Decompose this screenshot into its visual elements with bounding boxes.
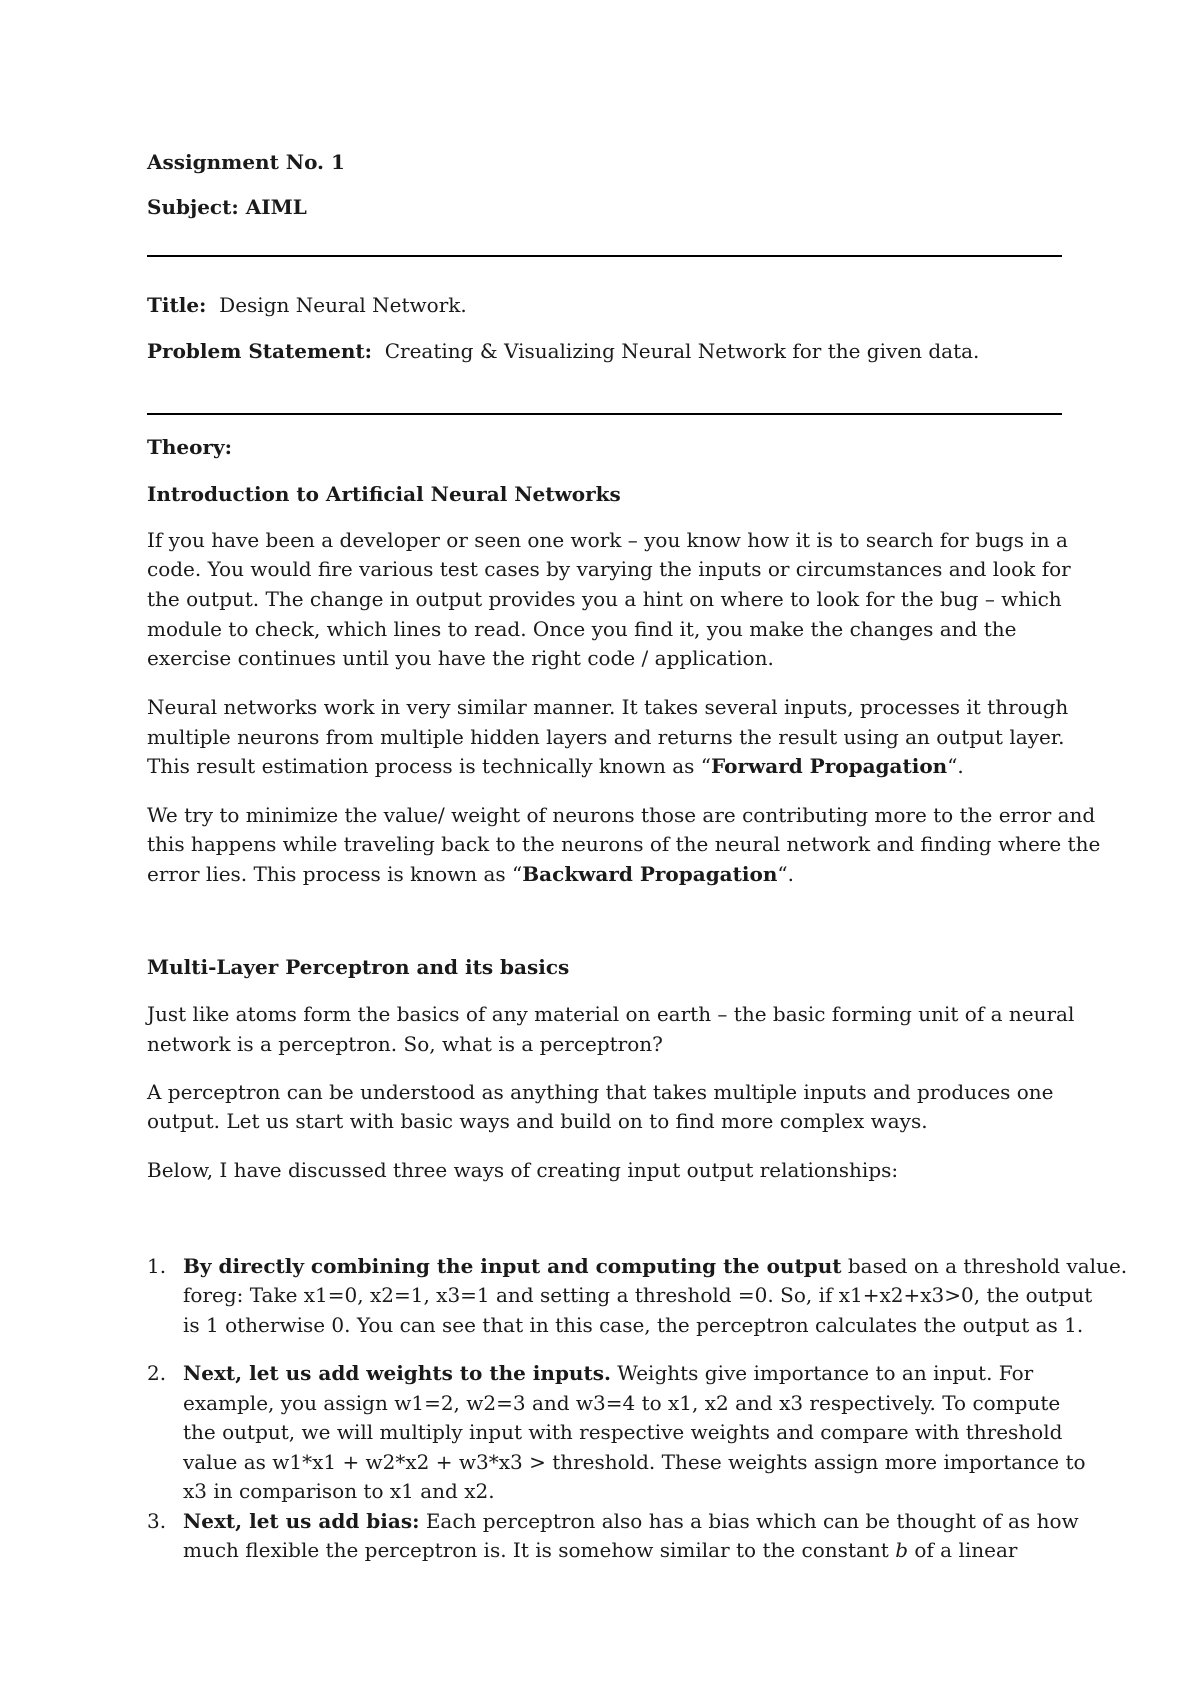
title-row [147, 295, 467, 315]
constant-b: b [895, 1538, 908, 1562]
list-item-bold: By directly combining the input and computing the output [183, 1254, 842, 1278]
paragraph-line: We try to minimize the value/ weight of neurons those are contributing more to the error and [147, 803, 1096, 827]
paragraph-line-forward [147, 756, 964, 776]
backward-pre: error lies. This process is known as “ [147, 862, 523, 886]
forward-post: “. [947, 754, 964, 778]
paragraph-line: output. Let us start with basic ways and build on to find more complex ways. [147, 1109, 928, 1133]
list-item-text: of a linear [908, 1538, 1018, 1562]
paragraph-line-backward [147, 864, 794, 884]
paragraph-line: the output. The change in output provides you a hint on where to look for the bug – which [147, 587, 1062, 611]
list-item-first-line [183, 1256, 1127, 1276]
list-item-bold: Next, let us add bias: [183, 1509, 420, 1533]
intro-heading: Introduction to Artificial Neural Networks [147, 482, 621, 506]
paragraph-line: network is a perceptron. So, what is a perceptron? [147, 1032, 663, 1056]
list-item-line: foreg: Take x1=0, x2=1, x3=1 and setting a threshold =0. So, if x1+x2+x3>0, the output [183, 1283, 1093, 1307]
title-value: Design Neural Network. [219, 293, 467, 317]
list-item-text: Weights give importance to an input. For [610, 1361, 1034, 1385]
list-item-line: value as w1*x1 + w2*x2 + w3*x3 > threshold. These weights assign more importance to [183, 1450, 1086, 1474]
theory-heading: Theory: [147, 435, 233, 459]
list-item-bold: Next, let us add weights to the inputs. [183, 1361, 611, 1385]
list-item-first-line [183, 1511, 1079, 1531]
list-number: 3. [147, 1509, 167, 1533]
paragraph-line: A perceptron can be understood as anything that takes multiple inputs and produces one [147, 1080, 1054, 1104]
list-item-text: Each perceptron also has a bias which can be thought of as how [419, 1509, 1079, 1533]
list-item-line: the output, we will multiply input with respective weights and compare with threshold [183, 1420, 1063, 1444]
paragraph-line: module to check, which lines to read. Once you find it, you make the changes and the [147, 617, 1017, 641]
divider-bottom [147, 413, 1062, 415]
list-item-text: much flexible the perceptron is. It is somehow similar to the constant [183, 1538, 896, 1562]
forward-pre: This result estimation process is technically known as “ [147, 754, 712, 778]
backward-propagation-term: Backward Propagation [522, 862, 778, 886]
paragraph-line: Just like atoms form the basics of any material on earth – the basic forming unit of a neural [147, 1002, 1075, 1026]
list-item-line: x3 in comparison to x1 and x2. [183, 1479, 495, 1503]
problem-value: Creating & Visualizing Neural Network for the given data. [384, 339, 980, 363]
paragraph-line: Neural networks work in very similar manner. It takes several inputs, processes it through [147, 695, 1069, 719]
list-item-line: example, you assign w1=2, w2=3 and w3=4 to x1, x2 and x3 respectively. To compute [183, 1391, 1061, 1415]
paragraph-line: code. You would fire various test cases by varying the inputs or circumstances and look for [147, 557, 1071, 581]
divider-top [147, 255, 1062, 257]
list-item-line [183, 1540, 1017, 1560]
list-item-first-line [183, 1363, 1033, 1383]
subject-heading: Subject: AIML [147, 195, 307, 219]
backward-post: “. [777, 862, 794, 886]
paragraph-line: exercise continues until you have the right code / application. [147, 646, 774, 670]
problem-row [147, 341, 979, 361]
list-item-line: is 1 otherwise 0. You can see that in this case, the perceptron calculates the output as 1. [183, 1313, 1084, 1337]
paragraph-line: If you have been a developer or seen one work – you know how it is to search for bugs in a [147, 528, 1068, 552]
paragraph-line: multiple neurons from multiple hidden layers and returns the result using an output layer. [147, 725, 1065, 749]
paragraph-line: Below, I have discussed three ways of creating input output relationships: [147, 1158, 899, 1182]
mlp-heading: Multi-Layer Perceptron and its basics [147, 955, 570, 979]
paragraph-line: this happens while traveling back to the neurons of the neural network and finding where the [147, 832, 1101, 856]
forward-propagation-term: Forward Propagation [711, 754, 948, 778]
list-number: 1. [147, 1254, 167, 1278]
list-number: 2. [147, 1361, 167, 1385]
problem-label: Problem Statement: [147, 339, 372, 363]
list-item-text: based on a threshold value. [841, 1254, 1128, 1278]
assignment-heading: Assignment No. 1 [147, 150, 345, 174]
title-label: Title: [147, 293, 207, 317]
